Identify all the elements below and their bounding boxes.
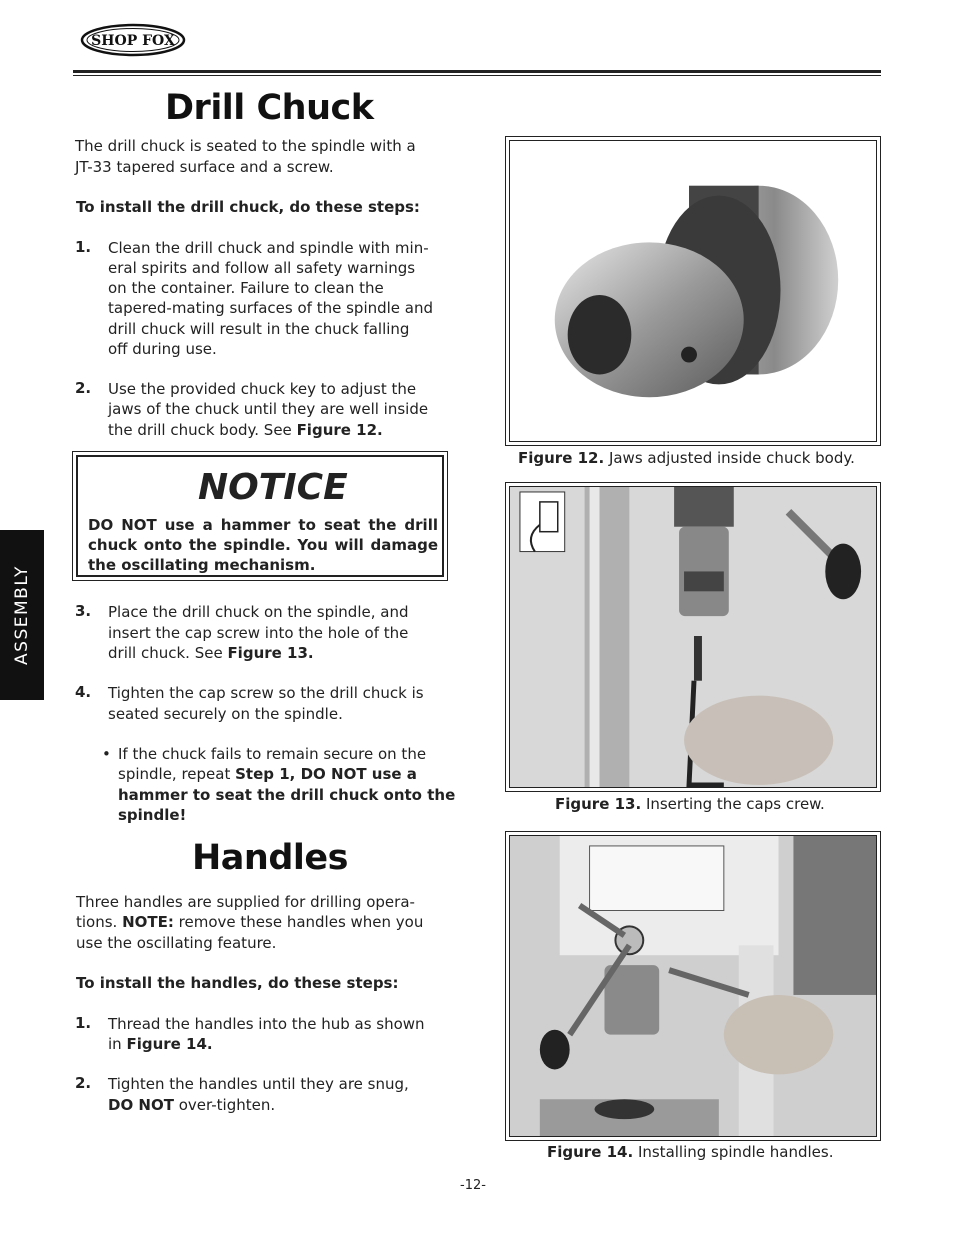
handles-intro-line: use the oscillating feature. xyxy=(76,934,277,952)
step-2-line: jaws of the chuck until they are well inside xyxy=(108,400,429,418)
figure-reference: Figure 13. xyxy=(227,644,314,662)
figure-14-caption: Figure 14. Installing spindle handles. xyxy=(547,1143,834,1161)
step-3-line: Place the drill chuck on the spindle, and xyxy=(108,603,409,621)
figure-14-photo xyxy=(505,831,881,1141)
page-number: -12- xyxy=(460,1178,486,1193)
handles-step-1-line: Thread the handles into the hub as shown xyxy=(108,1015,425,1033)
step-1-line: on the container. Failure to clean the xyxy=(108,279,384,297)
figure-12-photo xyxy=(505,136,881,446)
notice-text: DO NOT use a hammer to seat the drill chuck onto the spindle. You will damage the oscillating mechanism. xyxy=(88,516,438,574)
figure-12-caption: Figure 12. Jaws adjusted inside chuck body. xyxy=(518,449,855,467)
notice-title: NOTICE xyxy=(198,467,348,508)
side-tab-label: ASSEMBLY xyxy=(12,565,32,665)
step-4-line: Tighten the cap screw so the drill chuck is xyxy=(108,684,424,702)
handles-intro-line: Three handles are supplied for drilling opera- xyxy=(76,893,415,911)
figure-13-caption: Figure 13. Inserting the caps crew. xyxy=(555,795,825,813)
step-number: 2. xyxy=(75,379,92,397)
step-1-line: drill chuck will result in the chuck falling xyxy=(108,320,410,338)
step-number: 4. xyxy=(75,683,92,701)
chuck-steps-heading: To install the drill chuck, do these steps: xyxy=(76,198,420,216)
step-1-line: Clean the drill chuck and spindle with min- xyxy=(108,239,429,257)
step-number: 1. xyxy=(75,238,92,256)
handles-steps-heading: To install the handles, do these steps: xyxy=(76,974,399,992)
logo-text: SHOP FOX xyxy=(91,33,175,49)
step-1-line: eral spirits and follow all safety warnings xyxy=(108,259,416,277)
bullet-line: spindle, repeat Step 1, DO NOT use a xyxy=(118,765,417,783)
drill-chuck-title: Drill Chuck xyxy=(165,88,374,128)
step-3-line: insert the cap screw into the hole of the xyxy=(108,624,409,642)
figure-reference: Figure 12. xyxy=(296,421,383,439)
header-rule xyxy=(73,70,881,73)
step-4-line: seated securely on the spindle. xyxy=(108,705,343,723)
step-3-line: drill chuck. See Figure 13. xyxy=(108,644,314,662)
notice-box xyxy=(72,451,448,581)
step-number: 3. xyxy=(75,602,92,620)
figure-reference: Figure 14. xyxy=(126,1035,213,1053)
step-number: 2. xyxy=(75,1074,92,1092)
handles-intro-line: tions. NOTE: remove these handles when you xyxy=(76,913,424,931)
handles-step-2-line: Tighten the handles until they are snug, xyxy=(108,1075,409,1093)
handles-step-1-line: in Figure 14. xyxy=(108,1035,213,1053)
bullet-line: spindle! xyxy=(118,806,187,824)
step-2-line: the drill chuck body. See Figure 12. xyxy=(108,421,383,439)
bullet-line: hammer to seat the drill chuck onto the xyxy=(118,786,456,804)
intro-line-2: JT-33 tapered surface and a screw. xyxy=(75,158,334,176)
step-1-line: tapered-mating surfaces of the spindle and xyxy=(108,299,434,317)
figure-13-photo xyxy=(505,482,881,792)
section-side-tab xyxy=(0,530,44,700)
handles-title: Handles xyxy=(192,838,348,878)
step-2-line: Use the provided chuck key to adjust the xyxy=(108,380,417,398)
bullet-line: If the chuck fails to remain secure on the xyxy=(118,745,427,763)
notice-inner-border xyxy=(76,455,444,577)
step-1-line: off during use. xyxy=(108,340,217,358)
bullet-icon: • xyxy=(102,745,111,763)
step-number: 1. xyxy=(75,1014,92,1032)
handles-step-2-line: DO NOT over-tighten. xyxy=(108,1096,276,1114)
header-rule-thin xyxy=(73,75,881,76)
intro-line-1: The drill chuck is seated to the spindle with a xyxy=(75,137,416,155)
shop-fox-logo xyxy=(80,22,186,58)
